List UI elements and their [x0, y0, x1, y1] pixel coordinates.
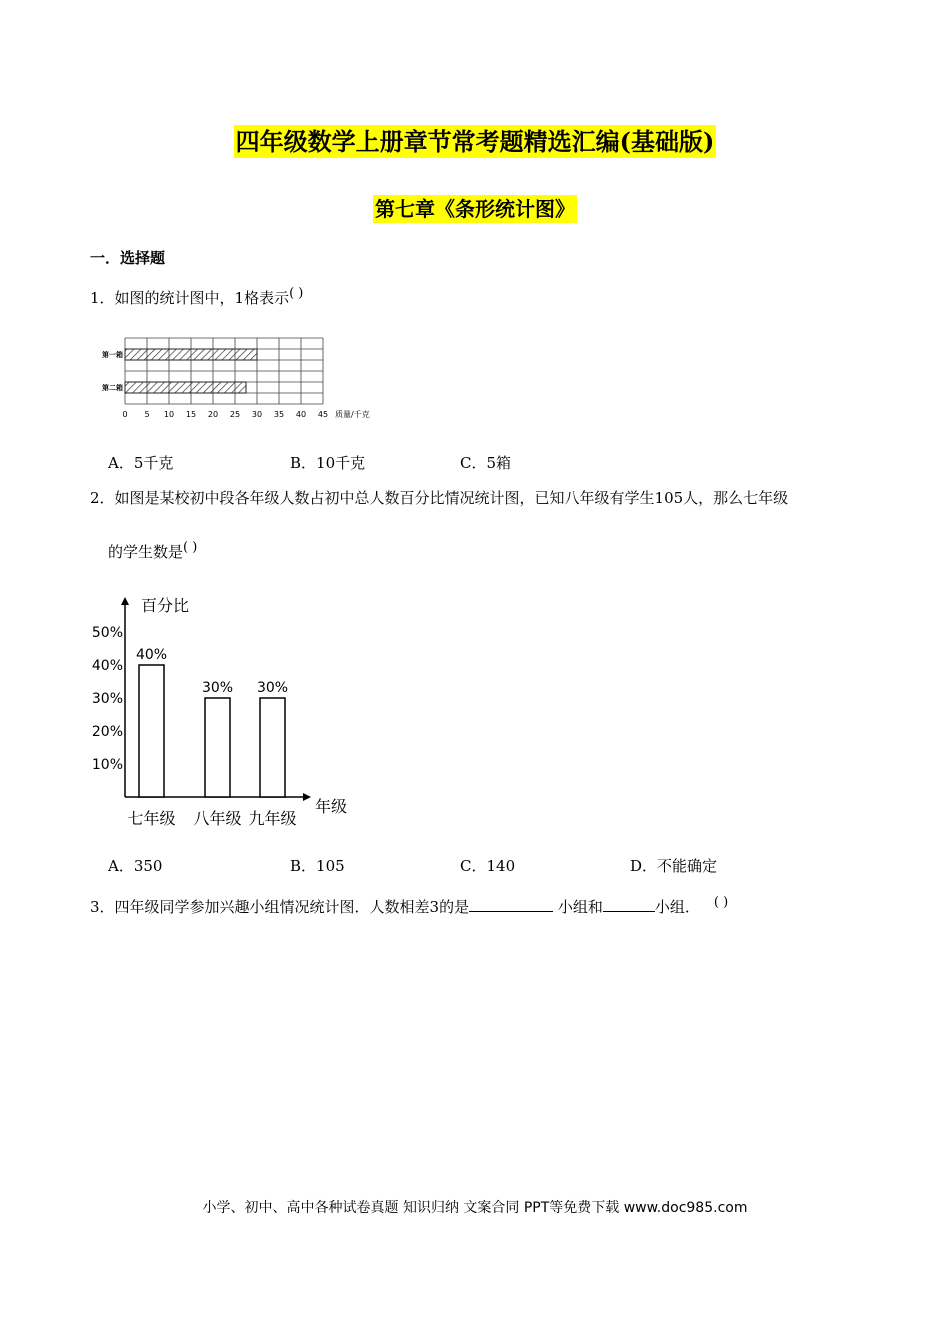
q2-option-c[interactable]: C．140 — [460, 857, 516, 875]
chart-1-bar-2 — [125, 382, 246, 393]
chart-1-tick-label: 35 — [273, 410, 285, 419]
q1-option-b[interactable]: B．10千克 — [290, 454, 366, 472]
chart-1-tick-label: 15 — [185, 410, 197, 419]
q2-option-a[interactable]: A．350 — [108, 857, 163, 875]
chart-2-y-tick-label: 50% — [91, 625, 123, 641]
chart-2-y-tick-label: 10% — [91, 757, 123, 773]
question-3: 3．四年级同学参加兴趣小组情况统计图．人数相差3的是 小组和 小组． ( ) — [90, 895, 729, 916]
chart-1-tick-label: 40 — [295, 410, 307, 419]
chart-1-tick-label: 25 — [229, 410, 241, 419]
q2-option-d[interactable]: D．不能确定 — [630, 857, 718, 875]
chart-1-category-label: 第二箱 — [102, 384, 123, 392]
chart-2-y-tick-label: 40% — [91, 658, 123, 674]
page-footer: 小学、初中、高中各种试卷真题 知识归纳 文案合同 PPT等免费下载 www.doc985.com — [202, 1200, 748, 1216]
section-heading: 一．选择题 — [90, 249, 166, 267]
chapter-title: 第七章《条形统计图》 — [375, 197, 575, 221]
answer-blank-2[interactable] — [603, 897, 655, 912]
chart-1 — [102, 330, 400, 430]
question-2-line-2: 的学生数是( ) — [108, 540, 198, 561]
chart-1-bar-1 — [125, 349, 257, 360]
chart-1-tick-label: 10 — [163, 410, 175, 419]
chart-2-value-label: 30% — [256, 680, 289, 696]
chart-1-grid — [125, 338, 323, 404]
answer-paren: ( ) — [289, 286, 304, 301]
chart-1-category-label: 第一箱 — [102, 351, 123, 359]
chart-2-bar-2 — [205, 698, 230, 797]
question-1 — [90, 286, 303, 308]
chart-1-tick-label: 30 — [251, 410, 263, 419]
chart-1-tick-label: 20 — [207, 410, 219, 419]
answer-paren: ( ) — [183, 540, 198, 555]
answer-blank-1[interactable] — [469, 897, 553, 912]
chart-2 — [85, 585, 365, 835]
question-1-text: 1．如图的统计图中，1格表示 — [90, 289, 290, 307]
answer-paren: ( ) — [713, 895, 729, 910]
document-title: 四年级数学上册章节常考题精选汇编(基础版) — [235, 127, 715, 156]
chart-1-tick-label: 45 — [317, 410, 329, 419]
chart-2-y-tick-label: 30% — [91, 691, 123, 707]
chart-1-tick-label: 0 — [122, 410, 128, 419]
q1-option-a[interactable]: A．5千克 — [108, 454, 174, 472]
chart-2-x-label: 年级 — [315, 797, 348, 816]
question-2-line-1: 2．如图是某校初中段各年级人数占初中总人数百分比情况统计图，已知八年级有学生105人，那么七年级 — [90, 489, 789, 507]
chart-2-y-label: 百分比 — [141, 596, 190, 615]
chart-2-value-label: 30% — [201, 680, 234, 696]
chart-2-bar-1 — [139, 665, 164, 797]
chart-1-tick-label: 5 — [144, 410, 150, 419]
chart-2-category-label: 八年级 — [193, 809, 242, 828]
chart-2-category-label: 九年级 — [248, 809, 297, 828]
chart-2-bar-3 — [260, 698, 285, 797]
chart-1-x-label: 质量/千克 — [335, 410, 370, 419]
chart-2-y-tick-label: 20% — [91, 724, 123, 740]
q1-option-c[interactable]: C．5箱 — [460, 454, 512, 472]
chart-2-category-label: 七年级 — [127, 809, 176, 828]
q2-option-b[interactable]: B．105 — [290, 857, 345, 875]
chart-2-value-label: 40% — [135, 647, 168, 663]
